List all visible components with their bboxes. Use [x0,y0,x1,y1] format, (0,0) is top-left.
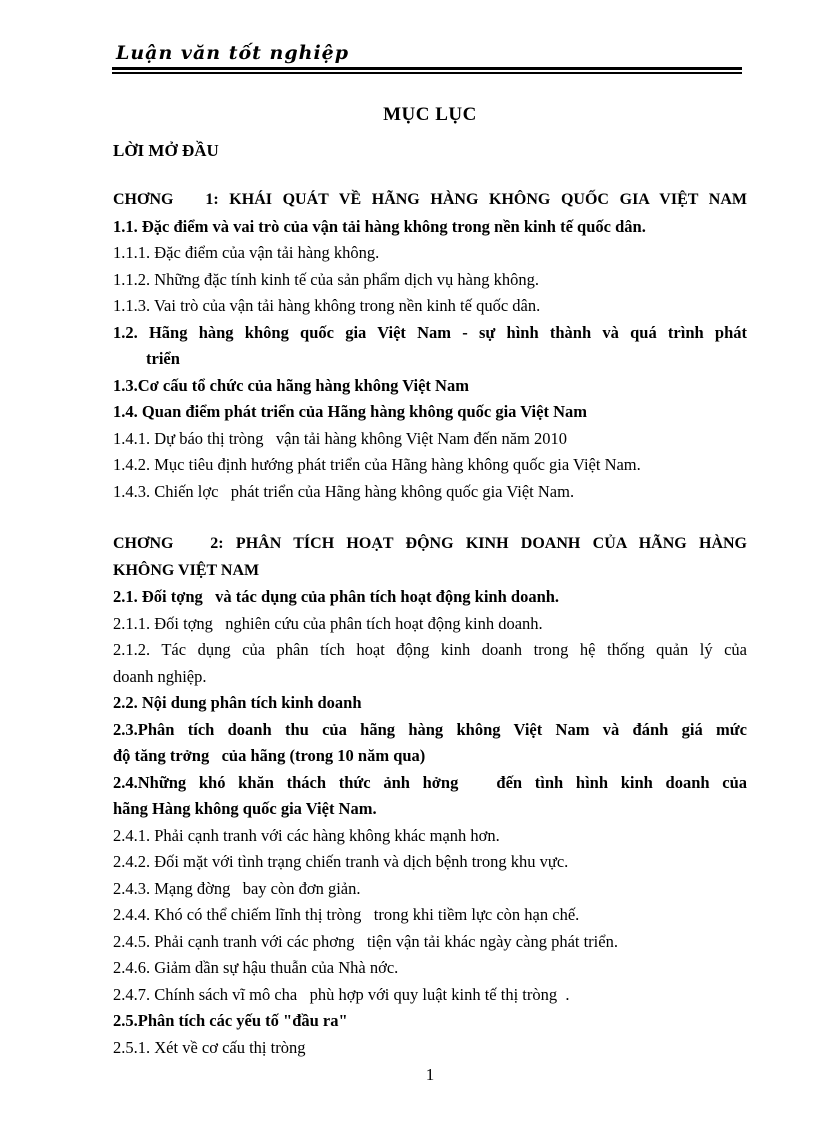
toc-intro: LỜI MỞ ĐẦU [113,141,219,160]
toc-line: CHƠNG 2: PHÂN TÍCH HOẠT ĐỘNG KINH DOANH CỦA HÃNG HÀNG [113,535,747,552]
toc-line: 1.4.2. Mục tiêu định hướng phát triển của Hãng hàng không quốc gia Việt Nam. [113,455,641,474]
toc-entry [113,320,747,373]
toc-entry [113,611,747,638]
toc-line: 2.5.Phân tích các yếu tố "đầu ra" [113,1011,348,1030]
page-number: 1 [425,1065,435,1084]
toc-line: độ tăng trởng của hãng (trong 10 năm qua) [113,746,426,765]
toc-line: 2.4.5. Phải cạnh tranh với các phơng tiện vận tải khác ngày càng phát triển. [113,931,618,951]
toc-line: 2.1. Đối tợng và tác dụng của phân tích hoạt động kinh doanh. [113,587,560,606]
toc-entry [113,267,747,294]
toc-line: 2.1.2. Tác dụng của phân tích hoạt động kinh doanh trong hệ thống quản lý của [113,640,747,659]
toc-entry [113,876,747,903]
header-rule [112,67,742,74]
toc-entry [113,452,747,479]
toc-line: 1.1.3. Vai trò của vận tải hàng không trong nền kinh tế quốc dân. [113,296,541,315]
toc-line: 1.2. Hãng hàng không quốc gia Việt Nam - sự hình thành và quá trình phát [113,322,747,342]
toc-line: hãng Hàng không quốc gia Việt Nam. [113,799,377,818]
toc-entry [113,240,747,267]
toc-entry [113,479,747,506]
toc-list [113,187,747,1061]
toc-line: 1.1. Đặc điểm và vai trò của vận tải hàng không trong nền kinh tế quốc dân. [113,216,646,236]
toc-line: 2.4.7. Chính sách vĩ mô cha phù hợp với quy luật kinh tế thị tròng . [113,984,570,1004]
toc-entry [113,293,747,320]
toc-line: 2.4.2. Đối mặt với tình trạng chiến tranh và dịch bệnh trong khu vực. [113,852,569,871]
toc-entry [113,531,747,584]
toc-line: 2.4.3. Mạng đờng bay còn đơn giản. [113,878,361,898]
toc-line: 1.4. Quan điểm phát triển của Hãng hàng không quốc gia Việt Nam [113,402,587,421]
toc-line: doanh nghiệp. [113,666,207,686]
toc-entry [113,1035,747,1062]
toc-line: 1.1.2. Những đặc tính kinh tế của sản phẩm dịch vụ hàng không. [113,269,539,289]
toc-line: 1.4.3. Chiến lợc phát triển của Hãng hàng không quốc gia Việt Nam. [113,481,575,501]
toc-entry [113,214,747,241]
toc-entry [113,584,747,611]
toc-entry [113,955,747,982]
toc-line: 2.5.1. Xét về cơ cấu thị tròng [113,1037,306,1057]
page-footer [113,1065,747,1085]
toc-entry [113,690,747,717]
toc-entry [113,849,747,876]
toc-entry [113,982,747,1009]
toc-content [113,104,747,1061]
toc-entry [113,823,747,850]
toc-line: CHƠNG 1: KHÁI QUÁT VỀ HÃNG HÀNG KHÔNG QUỐC GIA VIỆT NAM [113,191,747,208]
toc-line: 1.4.1. Dự báo thị tròng vận tải hàng không Việt Nam đến năm 2010 [113,428,567,448]
toc-line: 1.3.Cơ cấu tổ chức của hãng hàng không Việt Nam [113,375,469,395]
toc-line: 1.1.1. Đặc điểm của vận tải hàng không. [113,243,380,262]
toc-entry [113,929,747,956]
toc-line: 2.2. Nội dung phân tích kinh doanh [113,693,362,712]
toc-line: 2.4.6. Giảm dần sự hậu thuẫn của Nhà nớc. [113,958,399,977]
header-title: Luận văn tốt nghiệp [116,42,350,64]
page-header [112,42,742,74]
toc-line: triển [146,349,180,368]
toc-entry [113,187,747,214]
toc-line: 2.4.1. Phải cạnh tranh với các hàng không khác mạnh hơn. [113,825,500,845]
toc-line: KHÔNG VIỆT NAM [113,561,260,579]
toc-line: 2.4.Những khó khăn thách thức ảnh hởng đến tình hình kinh doanh của [113,772,747,792]
toc-entry [113,770,747,823]
toc-entry [113,1008,747,1035]
toc-entry [113,373,747,400]
toc-entry [113,717,747,770]
toc-entry [113,399,747,426]
toc-line: 2.3.Phân tích doanh thu của hãng hàng không Việt Nam và đánh giá mức [113,719,747,739]
toc-line: 2.4.4. Khó có thể chiếm lĩnh thị tròng trong khi tiềm lực còn hạn chế. [113,905,580,924]
toc-entry [113,902,747,929]
toc-line: 2.1.1. Đối tợng nghiên cứu của phân tích hoạt động kinh doanh. [113,613,543,633]
toc-entry [113,426,747,453]
toc-entry [113,637,747,690]
toc-title: MỤC LỤC [383,104,477,125]
